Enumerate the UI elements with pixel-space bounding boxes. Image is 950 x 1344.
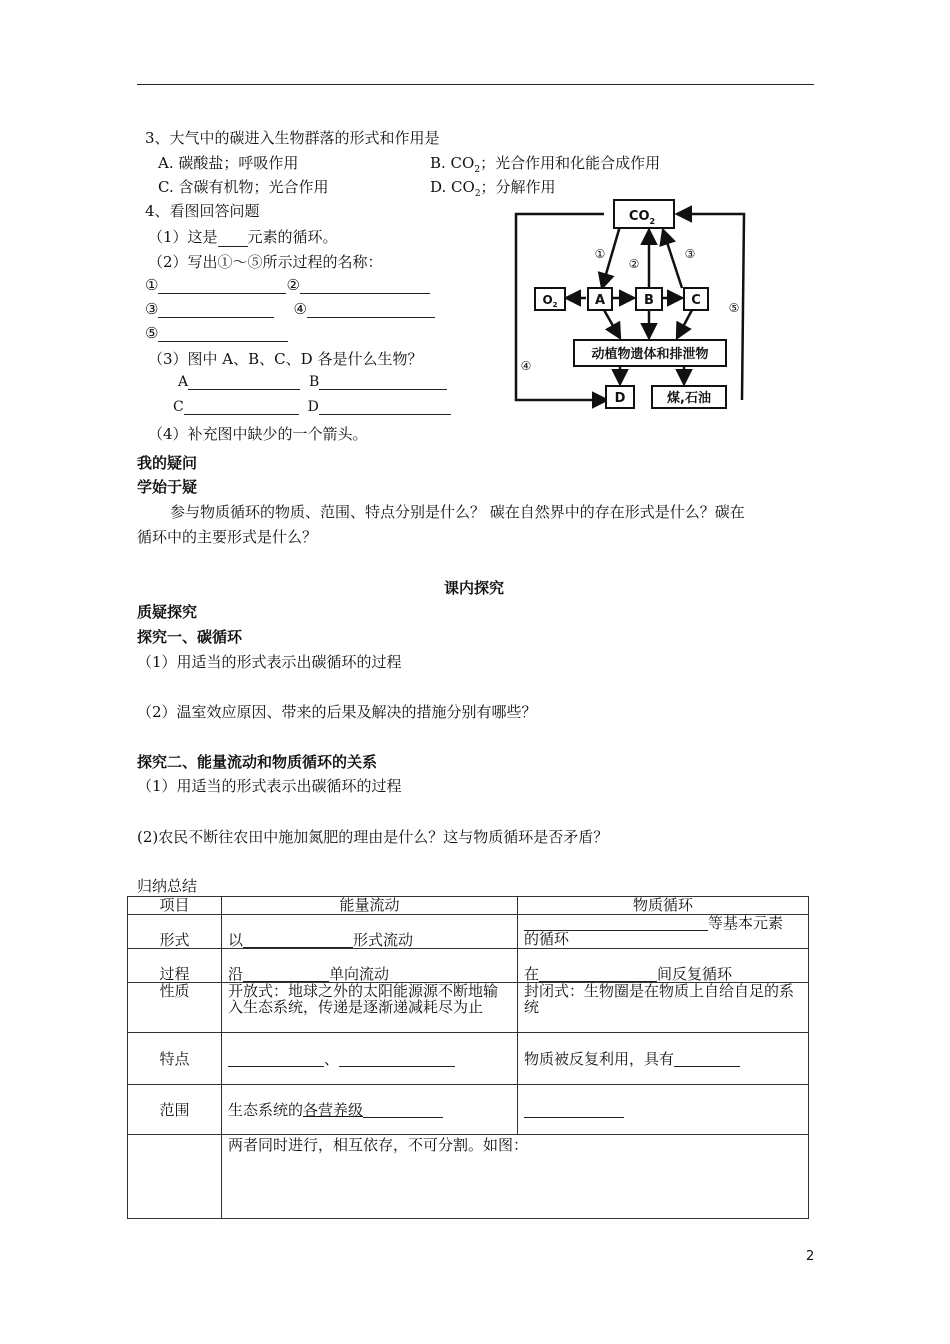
table-header-row [128, 897, 809, 915]
heading-my-doubt: 我的疑问 [137, 454, 198, 472]
row-label-empty [128, 1135, 222, 1219]
cell-matter-process: 在 间反复循环 [518, 949, 809, 983]
label-c: C [691, 293, 701, 308]
co2-label: $CO_2$ [628, 209, 656, 226]
row-label-form: 形式 [128, 915, 222, 949]
header-item: 项目 [128, 897, 222, 915]
section-title: 课内探究 [444, 579, 505, 597]
q3-option-b: B. $CO_2$；光合作用和化能合成作用 [430, 154, 661, 175]
q4-sub4: （4）补充图中缺少的一个箭头。 [148, 425, 368, 443]
coal-oil-label: 煤,石油 [667, 391, 711, 406]
doubt-paragraph-line2: 循环中的主要形式是什么？ [137, 528, 318, 546]
cell-matter-scope [518, 1085, 809, 1135]
header-rule [137, 84, 814, 85]
header-matter-cycle: 物质循环 [518, 897, 809, 915]
cell-relationship: 两者同时进行，相互依存，不可分割。如图： [222, 1135, 809, 1219]
summary-table [127, 896, 809, 1219]
heading-inquiry: 质疑探究 [137, 603, 198, 621]
table-row-scope [128, 1085, 809, 1135]
marker-3: ③ [684, 247, 696, 261]
q4-blank-row1: ① ② [145, 276, 430, 294]
q4-sub2: （2）写出①～⑤所示过程的名称： [148, 253, 383, 271]
marker-2: ② [628, 257, 640, 271]
row-label-features: 特点 [128, 1033, 222, 1085]
q3-option-d: D. $CO_2$；分解作用 [430, 178, 556, 199]
label-d: D [614, 391, 626, 406]
o2-label: $O_2$ [542, 293, 558, 309]
marker-4: ④ [520, 359, 532, 373]
q4-sub3: （3）图中 A、B、C、D 各是什么生物？ [148, 350, 423, 368]
q4-sub1: （1）这是 元素的循环。 [148, 228, 338, 246]
row-label-scope: 范围 [128, 1085, 222, 1135]
cell-energy-process: 沿 单向流动 [222, 949, 518, 983]
cell-energy-nature: 开放式：地球之外的太阳能源源不断地输入生态系统，传递是逐渐递减耗尽为止 [222, 983, 518, 1033]
q4-blank-row3: ⑤ [145, 324, 288, 342]
q4-blank-row5: C D [173, 399, 451, 415]
explore-2-q1: （1）用适当的形式表示出碳循环的过程 [137, 777, 402, 795]
table-row-relationship [128, 1135, 809, 1219]
carbon-cycle-diagram [512, 198, 752, 413]
q4-blank-row4: A B [178, 374, 447, 390]
explore-1-q1: （1）用适当的形式表示出碳循环的过程 [137, 653, 402, 671]
cell-energy-scope: 生态系统的各营养级 [222, 1085, 518, 1135]
explore-1-q2: （2）温室效应原因、带来的后果及解决的措施分别有哪些？ [137, 703, 537, 721]
cell-matter-features: 物质被反复利用，具有 [518, 1033, 809, 1085]
label-a: A [594, 293, 606, 308]
page-number: 2 [806, 1249, 815, 1264]
doubt-paragraph-line1: 参与物质循环的物质、范围、特点分别是什么？ 碳在自然界中的存在形式是什么？碳在 [170, 503, 745, 521]
cell-energy-form: 以 形式流动 [222, 915, 518, 949]
heading-explore-2: 探究二、能量流动和物质循环的关系 [137, 753, 378, 771]
heading-learn-from-doubt: 学始于疑 [137, 478, 198, 496]
table-row-process [128, 949, 809, 983]
cell-matter-form: 等基本元素 的循环 [518, 915, 809, 949]
table-row-form [128, 915, 809, 949]
q4-title: 4、看图回答问题 [145, 202, 260, 220]
cell-energy-features: 、 [222, 1033, 518, 1085]
explore-2-q2: (2)农民不断往农田中施加氮肥的理由是什么？这与物质循环是否矛盾？ [137, 828, 609, 846]
cell-matter-nature: 封闭式：生物圈是在物质上自给自足的系统 [518, 983, 809, 1033]
row-label-process: 过程 [128, 949, 222, 983]
summary-caption: 归纳总结 [137, 877, 198, 895]
heading-explore-1: 探究一、碳循环 [137, 628, 243, 646]
label-b: B [644, 293, 654, 308]
marker-1: ① [594, 247, 606, 261]
row-label-nature: 性质 [128, 983, 222, 1033]
q3-option-a: A. 碳酸盐；呼吸作用 [158, 154, 299, 172]
table-row-features [128, 1033, 809, 1085]
q3-stem: 3、大气中的碳进入生物群落的形式和作用是 [145, 129, 440, 147]
remains-label: 动植物遗体和排泄物 [591, 347, 709, 362]
answer-blank [218, 232, 248, 247]
marker-5: ⑤ [728, 301, 740, 315]
table-row-nature [128, 983, 809, 1033]
q4-blank-row2: ③ ④ [145, 300, 435, 318]
header-energy-flow: 能量流动 [222, 897, 518, 915]
q3-option-c: C. 含碳有机物；光合作用 [158, 178, 329, 196]
